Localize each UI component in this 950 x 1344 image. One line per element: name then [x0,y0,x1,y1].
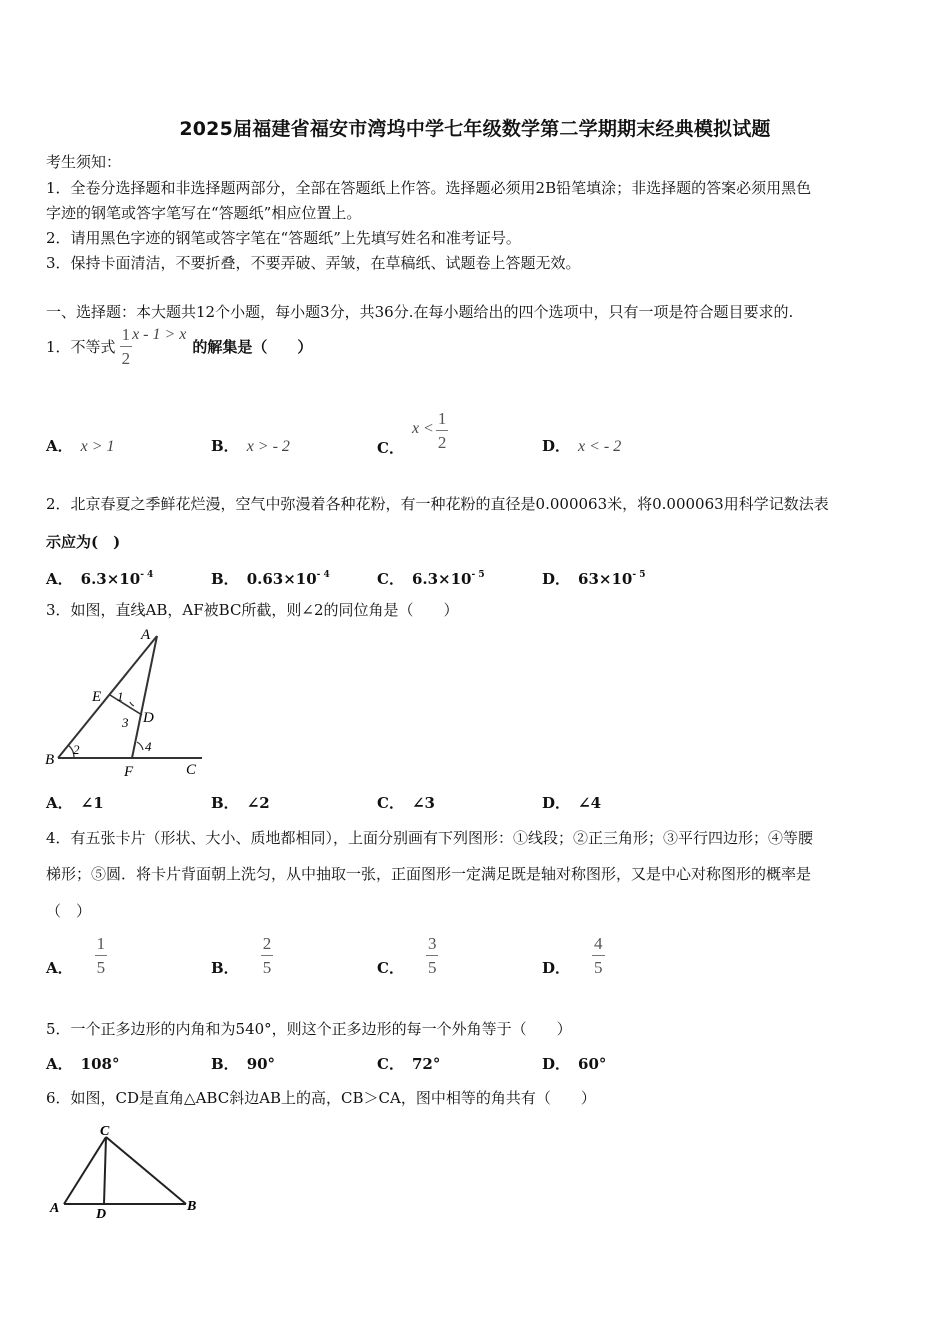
fraction-numerator: 1 [121,325,131,344]
question-1-suffix: 的解集是（ ） [192,337,313,356]
label-b: B [187,1199,197,1214]
question-1 [46,326,312,367]
q2-option-a: A． $6.3\times 10^{- 4}$ [46,570,154,588]
label-c: C [186,762,197,778]
q2-option-c: C． $6.3\times 10^{- 5}$ [377,570,485,588]
q5-option-a: A． 108° [46,1055,120,1073]
notice-header: 考生须知： [46,153,122,171]
question-1-number: 1． [46,337,71,356]
fraction-denominator: 2 [121,349,131,368]
question-5: 5．一个正多边形的内角和为540°，则这个正多边形的每一个外角等于（ ） [46,1020,572,1038]
question-4-line-1: 4．有五张卡片（形状、大小、质地都相同），上面分别画有下列图形：①线段；②正三角形；③平行四边形；④等腰 [46,829,814,847]
q3-option-a: A． ∠1 [46,794,104,812]
question-4-line-2: 梯形；⑤圆．将卡片背面朝上洗匀，从中抽取一张，正面图形一定满足既是轴对称图形，又是中心对称图形的概率是 [46,865,812,883]
page-title: 2025届福建省福安市湾坞中学七年级数学第二学期期末经典模拟试题 [179,118,771,140]
q4-option-a: A． $\frac{1}{5}$ [46,934,106,977]
section-1-heading: 一、选择题：本大题共12个小题，每小题3分，共36分.在每小题给出的四个选项中，只有一项是符合题目要求的. [46,303,794,321]
q1-option-c-fraction: $\frac{1}{2}$ [437,409,447,452]
question-3: 3．如图，直线AB，AF被BC所截，则∠2的同位角是（ ） [46,601,459,619]
label-angle-4: 4 [145,739,152,754]
question-6-figure [44,1120,214,1226]
q2-option-b: B． $0.63\times 10^{- 4}$ [211,570,330,588]
notice-item-1-line-1: 1．全卷分选择题和非选择题两部分，全部在答题纸上作答。选择题必须用2B铅笔填涂；非选择题的答案必须用黑色 [46,179,812,197]
question-1-expression: x - 1 > x [132,325,187,343]
label-d: D [143,710,154,726]
q3-option-c: C． ∠3 [377,794,435,812]
q4-option-b: B． $\frac{2}{5}$ [211,934,272,977]
angle-4-arc [137,742,143,750]
q5-option-b: B． 90° [211,1055,276,1073]
side-cb [106,1137,186,1204]
label-a: A [141,627,151,643]
notice-item-3: 3．保持卡面清洁，不要折叠，不要弄破、弄皱，在草稿纸、试题卷上答题无效。 [46,254,581,272]
notice-item-1-line-2: 字迹的钢笔或答字笔写在“答题纸”相应位置上。 [46,204,362,222]
question-3-figure [44,626,204,778]
line-ed [110,695,142,715]
question-1-prefix: 不等式 [70,337,116,356]
q1-option-a: A． x > 1 [46,437,115,455]
label-angle-3: 3 [122,715,129,730]
label-d: D [96,1207,107,1222]
q3-option-b: B． ∠2 [211,794,270,812]
q2-option-d: D． $63\times 10^{- 5}$ [542,570,646,588]
q1-option-d: D． x < - 2 [542,437,622,455]
label-f: F [124,764,134,778]
label-e: E [92,689,102,705]
altitude-cd [104,1137,106,1204]
q1-option-c: C． x < $\frac{1}{2}$ [377,409,447,457]
q4-option-c: C． $\frac{3}{5}$ [377,934,437,977]
label-b: B [45,752,55,768]
label-angle-2: 2 [73,742,80,757]
q1-option-b: B． x > - 2 [211,437,290,455]
label-angle-1: 1 [117,689,124,704]
q3-option-d: D． ∠4 [542,794,602,812]
question-2-line-1: 2．北京春夏之季鲜花烂漫，空气中弥漫着各种花粉，有一种花粉的直径是0.000063米，将0.000063用科学记数法表 [46,495,829,513]
label-c: C [100,1124,110,1139]
notice-item-2: 2．请用黑色字迹的钢笔或答字笔在“答题纸”上先填写姓名和准考证号。 [46,229,521,247]
question-2-line-2: 示应为( ) [46,533,121,551]
question-4-line-3: （ ） [46,902,92,920]
question-6: 6．如图，CD是直角△ABC斜边AB上的高，CB＞CA，图中相等的角共有（ ） [46,1089,596,1107]
q5-option-c: C． 72° [377,1055,441,1073]
line-ba [58,636,157,758]
q5-option-d: D． 60° [542,1055,607,1073]
question-1-fraction [120,326,133,367]
side-ac [64,1137,106,1204]
label-a: A [50,1201,60,1216]
q4-option-d: D． $\frac{4}{5}$ [542,934,603,977]
angle-3-arc [130,702,134,706]
